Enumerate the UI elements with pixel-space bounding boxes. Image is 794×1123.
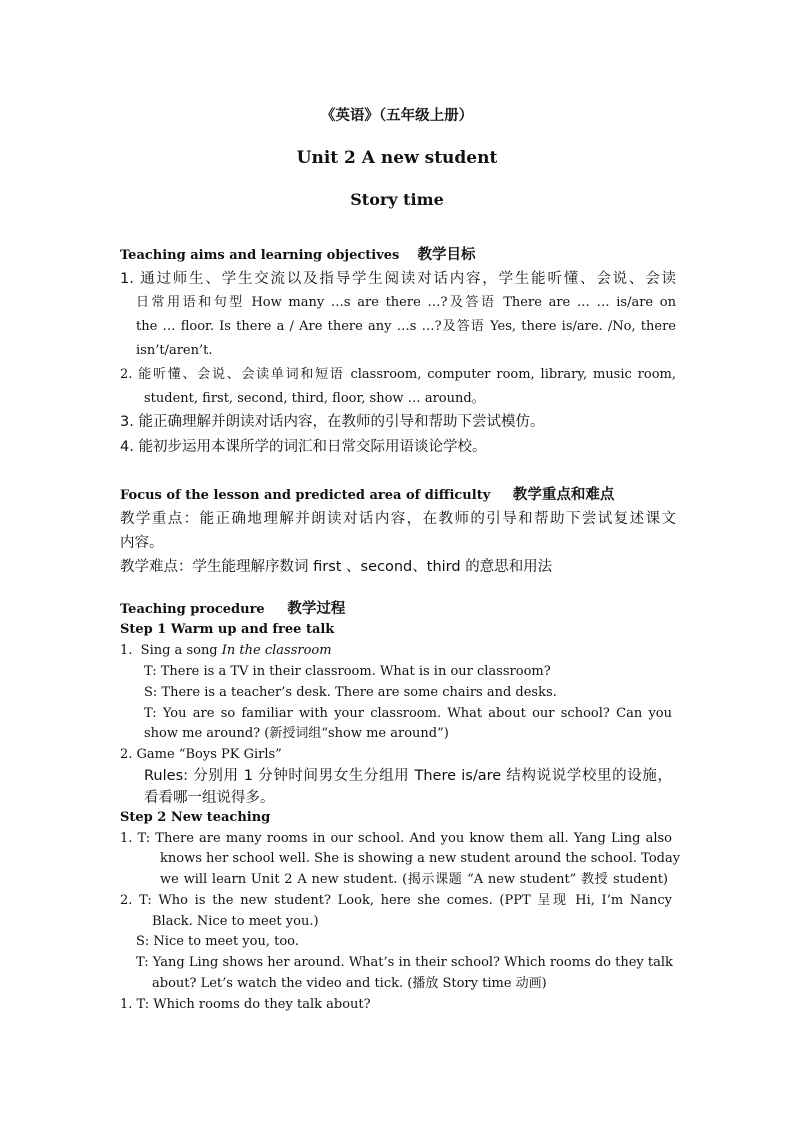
song-title: In the classroom	[221, 643, 332, 658]
step2-student-line: S: Nice to meet you, too.	[136, 934, 299, 949]
aim-item-3: 3. 能正确理解并朗读对话内容，在教师的引导和帮助下尝试模仿。	[120, 414, 545, 430]
aims-heading	[120, 246, 676, 265]
aims-heading-zh: 教学目标	[417, 247, 476, 263]
aim-item-2-line-1: 2. 能听懂、会说、会读单词和短语 classroom, computer room, library, music room,	[120, 367, 676, 382]
aim-item-1-line-2: 日常用语和句型 How many …s are there …?及答语 There are … … is/are on	[136, 295, 676, 310]
focus-key-line-1: 教学重点：能正确地理解并朗读对话内容，在教师的引导和帮助下尝试复述课文	[120, 511, 676, 527]
aim-item-2-line-2: student, first, second, third, floor, show … around。	[144, 391, 485, 406]
step2-teacher-line-1: T: Yang Ling shows her around. What’s in their school? Which rooms do they talk	[136, 955, 673, 970]
aim-item-1-line-1: 1. 通过师生、学生交流以及指导学生阅读对话内容，学生能听懂、会说、会读	[120, 271, 676, 287]
procedure-heading-en: Teaching procedure	[120, 602, 265, 617]
aim-item-4: 4. 能初步运用本课所学的词汇和日常交际用语谈论学校。	[120, 439, 487, 455]
step1-rules-line-2: 看看哪一组说得多。	[144, 790, 275, 806]
procedure-heading-zh: 教学过程	[287, 601, 346, 617]
aim-item-1-line-4: isn’t/aren’t.	[136, 343, 213, 358]
step2-item1-line-1: 1. T: There are many rooms in our school. And you know them all. Yang Ling also	[120, 831, 672, 846]
unit-title: Unit 2 A new student	[296, 148, 498, 168]
step2-heading: Step 2 New teaching	[120, 810, 271, 825]
aims-heading-en: Teaching aims and learning objectives	[120, 248, 400, 263]
step1-teacher-line-3: show me around? (新授词组“show me around”)	[144, 726, 449, 741]
step1-teacher-line-2: T: You are so familiar with your classroom. What about our school? Can you	[144, 706, 672, 721]
step1-teacher-line-1: T: There is a TV in their classroom. What is in our classroom?	[144, 664, 551, 679]
step2-item1-line-3: we will learn Unit 2 A new student. (揭示课题 “A new student” 教授 student)	[160, 872, 668, 887]
procedure-heading	[120, 600, 676, 619]
step1-game: 2. Game “Boys PK Girls”	[120, 747, 282, 762]
step1-heading: Step 1 Warm up and free talk	[120, 622, 335, 637]
step1-rules-line-1: Rules: 分别用 1 分钟时间男女生分组用 There is/are 结构说说学校里的设施，	[144, 768, 672, 784]
step1-song: 1. Sing a song In the classroom	[120, 643, 332, 658]
focus-key-line-2: 内容。	[120, 535, 164, 551]
aim-item-1-line-3: the … floor. Is there a / Are there any …s …?及答语 Yes, there is/are. /No, there	[136, 319, 676, 334]
step2-item3: 1. T: Which rooms do they talk about?	[120, 997, 371, 1012]
document-title: 《英语》（五年级上册）	[320, 108, 474, 124]
step2-item2-line-1: 2. T: Who is the new student? Look, here she comes. (PPT 呈现 Hi, I’m Nancy	[120, 893, 672, 908]
section-title: Story time	[350, 190, 444, 209]
step1-student-line-1: S: There is a teacher’s desk. There are some chairs and desks.	[144, 685, 557, 700]
focus-heading	[120, 486, 676, 505]
focus-heading-en: Focus of the lesson and predicted area of difficulty	[120, 488, 491, 503]
focus-difficult: 教学难点：学生能理解序数词 first 、second、third 的意思和用法	[120, 559, 553, 575]
step2-item2-line-2: Black. Nice to meet you.)	[152, 914, 319, 929]
step2-teacher-line-2: about? Let’s watch the video and tick. (播放 Story time 动画)	[152, 976, 547, 991]
step2-item1-line-2: knows her school well. She is showing a new student around the school. Today	[160, 851, 681, 866]
focus-heading-zh: 教学重点和难点	[512, 487, 615, 503]
